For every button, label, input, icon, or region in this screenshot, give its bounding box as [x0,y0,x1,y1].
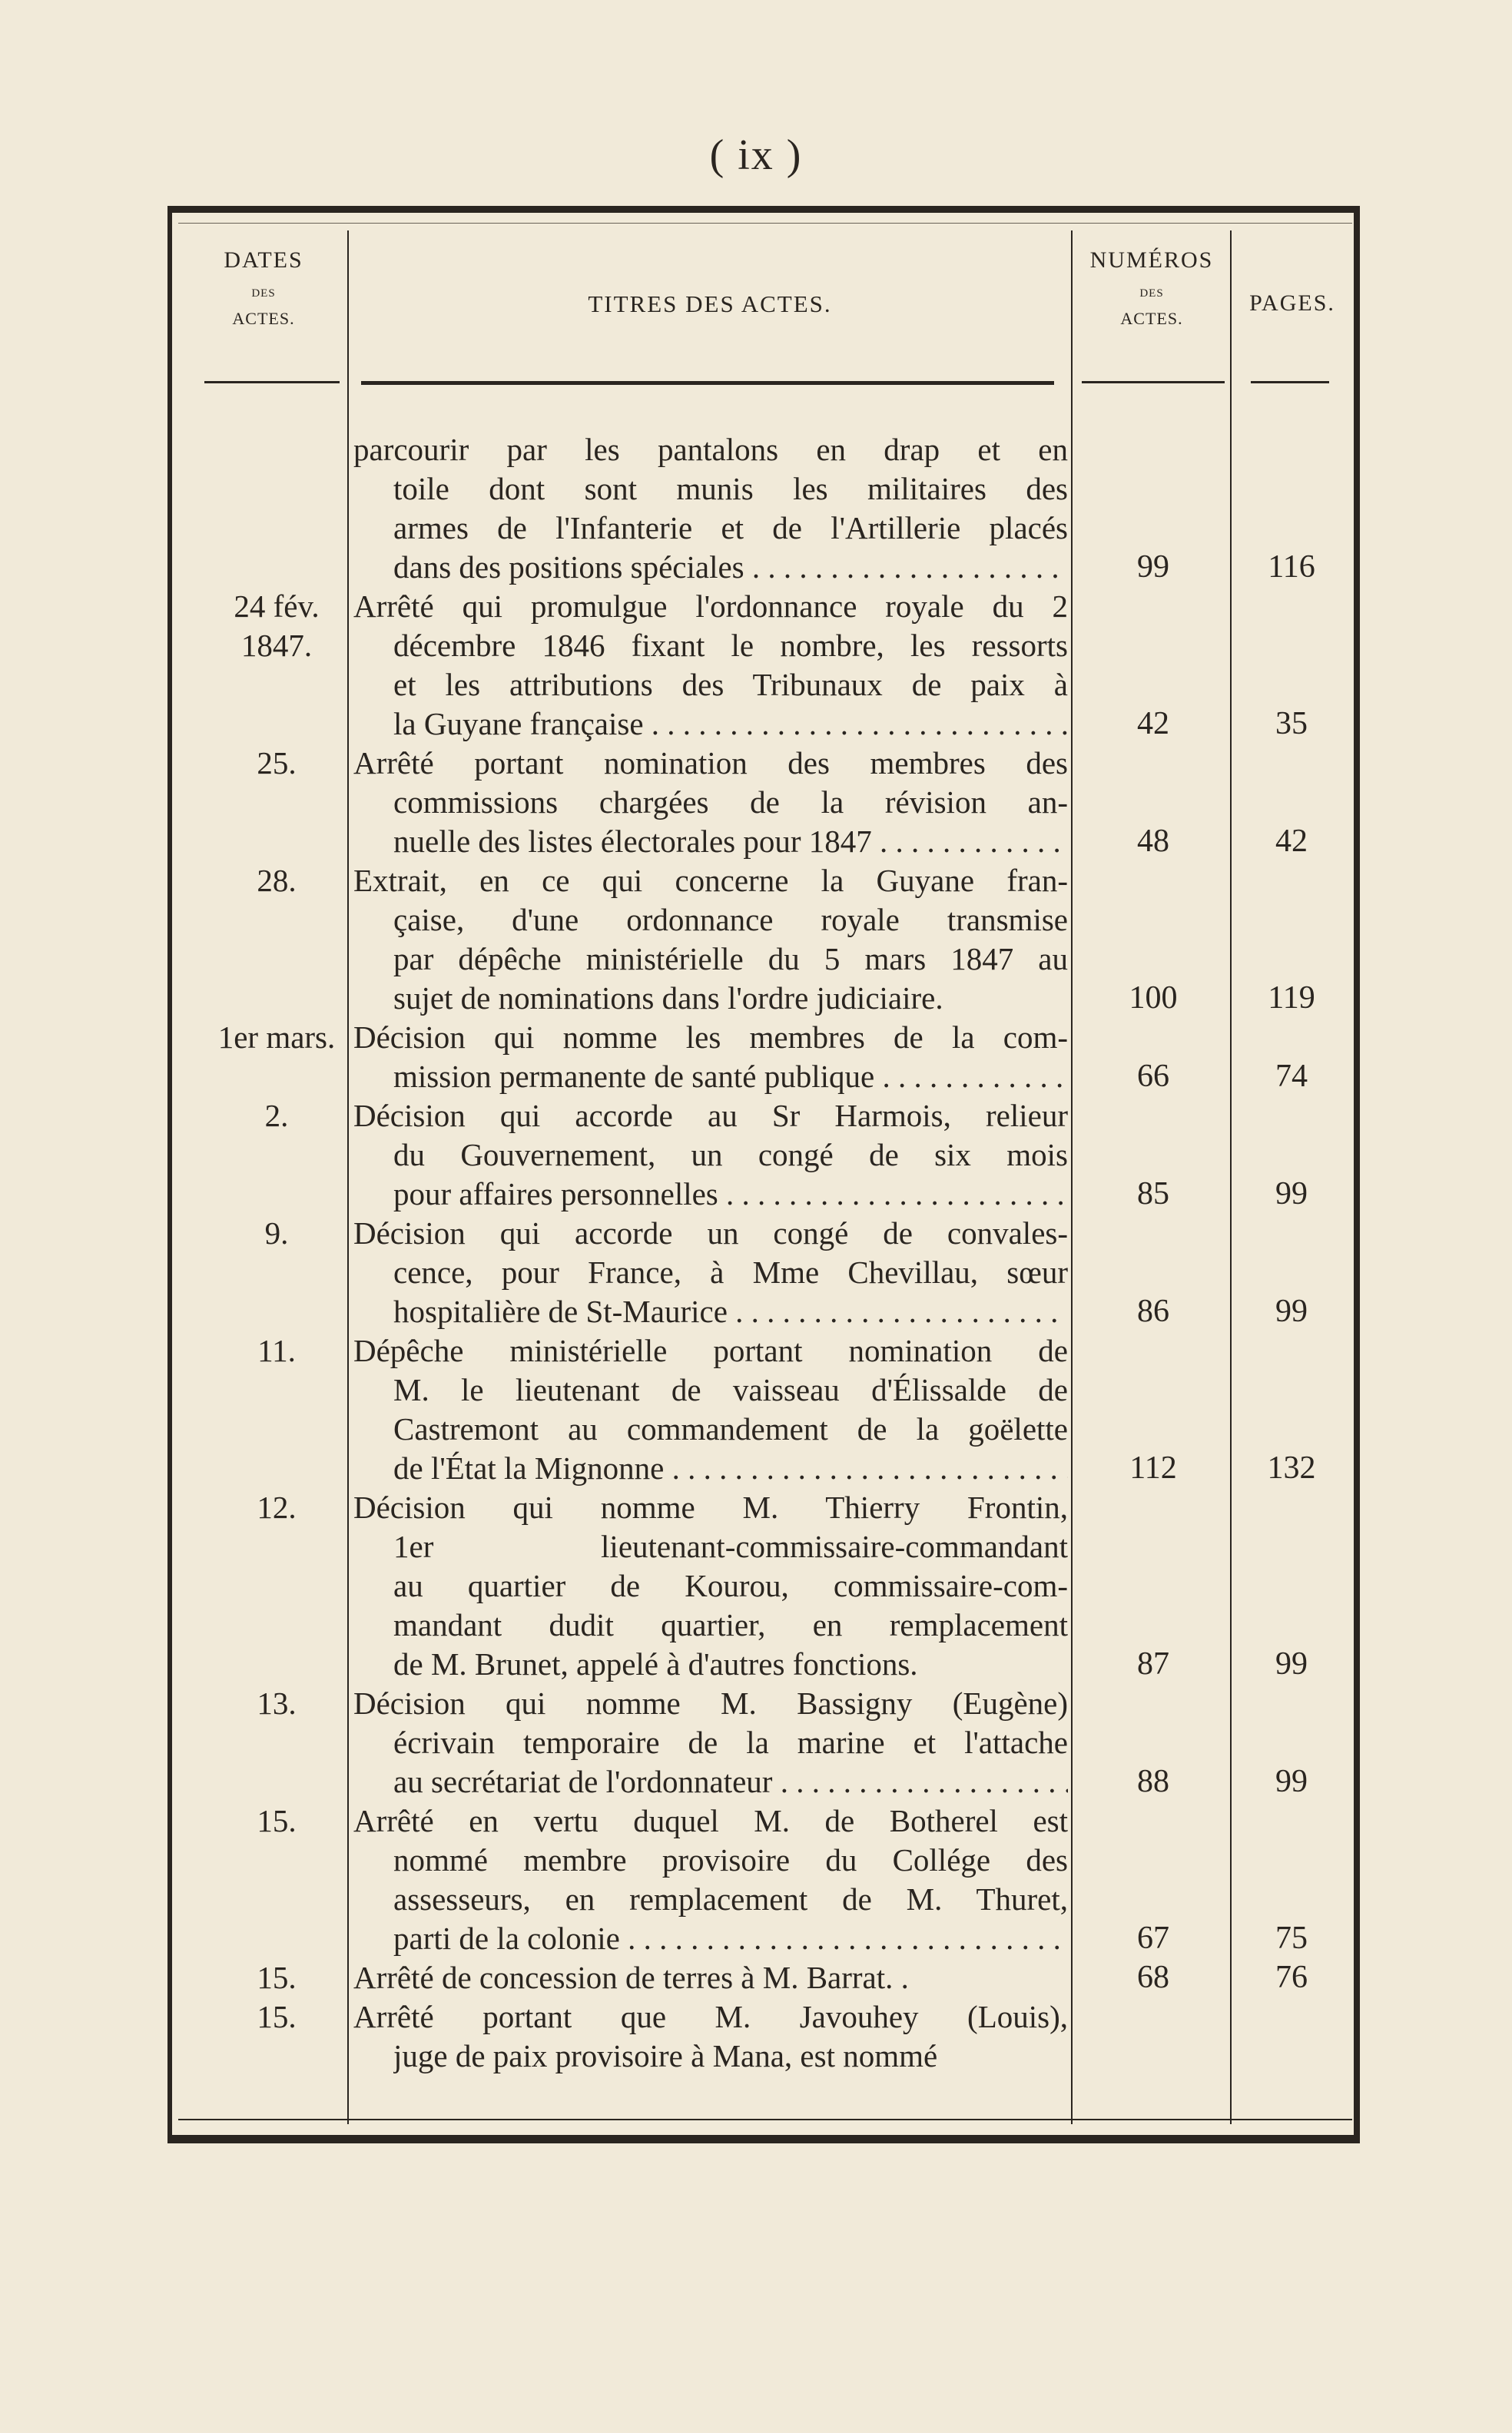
entry-title-line: juge de paix provisoire à Mana, est nommé [393,2038,938,2073]
entry-date: 1er mars. [217,1019,336,1055]
entry-title-line: Décision qui nomme M. Bassigny (Eugène) [353,1686,1068,1721]
entry-date: 11. [257,1333,296,1368]
entry-title-line: Extrait, en ce qui concerne la Guyane fran- [353,863,1068,898]
entry-number: 66 [1137,1059,1169,1094]
entry-date: 15. [257,1803,297,1838]
column-divider-titles [1071,230,1073,2124]
entry-date: 9. [264,1215,289,1251]
entry-date: 1847. [240,628,313,663]
entry-title-line: de l'État la Mignonne . . . [393,1449,1068,1488]
entry-title-line: toile dont sont munis les militaires des [393,471,1068,506]
entry-date: 25. [257,745,297,781]
entry-title-line: mandant dudit quartier, en remplacement [393,1607,1068,1642]
entry-title-line: décembre 1846 fixant le nombre, les ressorts [393,628,1068,663]
entry-title-line: commissions chargées de la révision an- [393,784,1068,820]
entry-title-line: et les attributions des Tribunaux de paix à [393,667,1068,702]
entry-title-line: écrivain temporaire de la marine et l'attache [393,1725,1068,1760]
entry-title-line: Castremont au commandement de la goëlette [393,1411,1068,1447]
header-rule-numbers [1082,381,1225,383]
entry-title-line: pour affaires personnelles . . . [393,1175,1068,1214]
header-rule-dates [204,381,340,383]
entry-page: 35 [1275,706,1308,741]
entry-number: 87 [1137,1646,1169,1682]
entry-page: 99 [1275,1294,1308,1329]
entry-title-line: du Gouvernement, un congé de six mois [393,1137,1068,1172]
header-titles: TITRES DES ACTES. [588,290,832,317]
entry-page: 42 [1275,824,1308,859]
entry-title-line: mission permanente de santé publique . . . [393,1057,1068,1096]
entry-title-line: cence, pour France, à Mme Chevillau, sœur [393,1255,1068,1290]
entry-title-line: nuelle des listes électorales pour 1847 . . . [393,822,1068,861]
entry-title-line: 1er lieutenant-commissaire-commandant [393,1529,1068,1564]
entry-title-line: hospitalière de St-Maurice . . . [393,1292,1068,1331]
entry-date: 28. [257,863,297,898]
entry-title-line: assesseurs, en remplacement de M. Thuret, [393,1881,1068,1917]
entry-title-line: sujet de nominations dans l'ordre judiciaire. [393,980,943,1016]
entry-title-line: dans des positions spéciales . . . [393,548,1068,587]
entry-title-line: M. le lieutenant de vaisseau d'Élissalde de [393,1372,1068,1407]
entry-number: 85 [1137,1176,1169,1212]
entry-title-line: çaise, d'une ordonnance royale transmise [393,902,1068,937]
page-number: ( ix ) [709,131,803,179]
entry-date: 13. [257,1686,297,1721]
entry-page: 76 [1275,1960,1308,1995]
entry-number: 67 [1137,1921,1169,1956]
entry-title-line: Dépêche ministérielle portant nomination de [353,1333,1068,1368]
entry-title-line: Arrêté en vertu duquel M. de Botherel est [353,1803,1068,1838]
entry-title-line: par dépêche ministérielle du 5 mars 1847 au [393,941,1068,976]
header-pages: PAGES. [1249,290,1335,316]
entry-date: 24 fév. [234,588,320,624]
entry-page: 116 [1268,549,1315,585]
entry-title-line: Arrêté de concession de terres à M. Barrat. . [353,1960,909,1995]
entry-title-line: Décision qui accorde au Sr Harmois, relieur [353,1098,1068,1133]
entry-page: 99 [1275,1176,1308,1212]
frame-inner-bottom-rule [178,2119,1352,2120]
entry-date: 12. [257,1490,297,1525]
entry-number: 86 [1137,1294,1169,1329]
entry-title-line: nommé membre provisoire du Collége des [393,1842,1068,1878]
entry-page: 119 [1268,980,1315,1016]
entry-title-line: la Guyane française . . . [393,704,1068,744]
entry-number: 48 [1137,824,1169,859]
entry-number: 68 [1137,1960,1169,1995]
entry-number: 42 [1137,706,1169,741]
entry-number: 88 [1137,1764,1169,1799]
column-divider-numbers [1230,230,1232,2124]
entry-title-line: au secrétariat de l'ordonnateur . . . [393,1762,1068,1802]
entry-page: 74 [1275,1059,1308,1094]
entry-title-line: au quartier de Kourou, commissaire-com- [393,1568,1068,1603]
entry-title-line: Arrêté portant que M. Javouhey (Louis), [353,1999,1068,2034]
entry-page: 132 [1267,1450,1316,1486]
header-rule-pages [1251,381,1329,383]
entry-date: 15. [257,1999,297,2034]
entry-page: 99 [1275,1764,1308,1799]
entry-title-line: parti de la colonie . . . [393,1919,1068,1958]
entry-date: 15. [257,1960,297,1995]
frame-inner-top-rule [178,223,1352,224]
entry-title-line: Décision qui nomme M. Thierry Frontin, [353,1490,1068,1525]
header-rule-titles [361,381,1054,385]
entry-date: 2. [264,1098,289,1133]
entry-page: 75 [1275,1921,1308,1956]
entry-title-line: parcourir par les pantalons en drap et en [353,432,1068,467]
entry-title-line: Arrêté qui promulgue l'ordonnance royale du 2 [353,588,1068,624]
entry-page: 99 [1275,1646,1308,1682]
entry-title-line: Décision qui nomme les membres de la com- [353,1019,1068,1055]
header-dates: DATES des ACTES. [224,247,303,328]
entry-title-line: Décision qui accorde un congé de convales- [353,1215,1068,1251]
entry-title-line: Arrêté portant nomination des membres des [353,745,1068,781]
entry-number: 100 [1129,980,1178,1016]
entry-title-line: armes de l'Infanterie et de l'Artillerie placés [393,510,1068,545]
entry-title-line: de M. Brunet, appelé à d'autres fonctions. [393,1646,918,1682]
entry-number: 112 [1129,1450,1177,1486]
header-numbers: NUMÉROS des ACTES. [1089,247,1214,328]
entry-number: 99 [1137,549,1169,585]
